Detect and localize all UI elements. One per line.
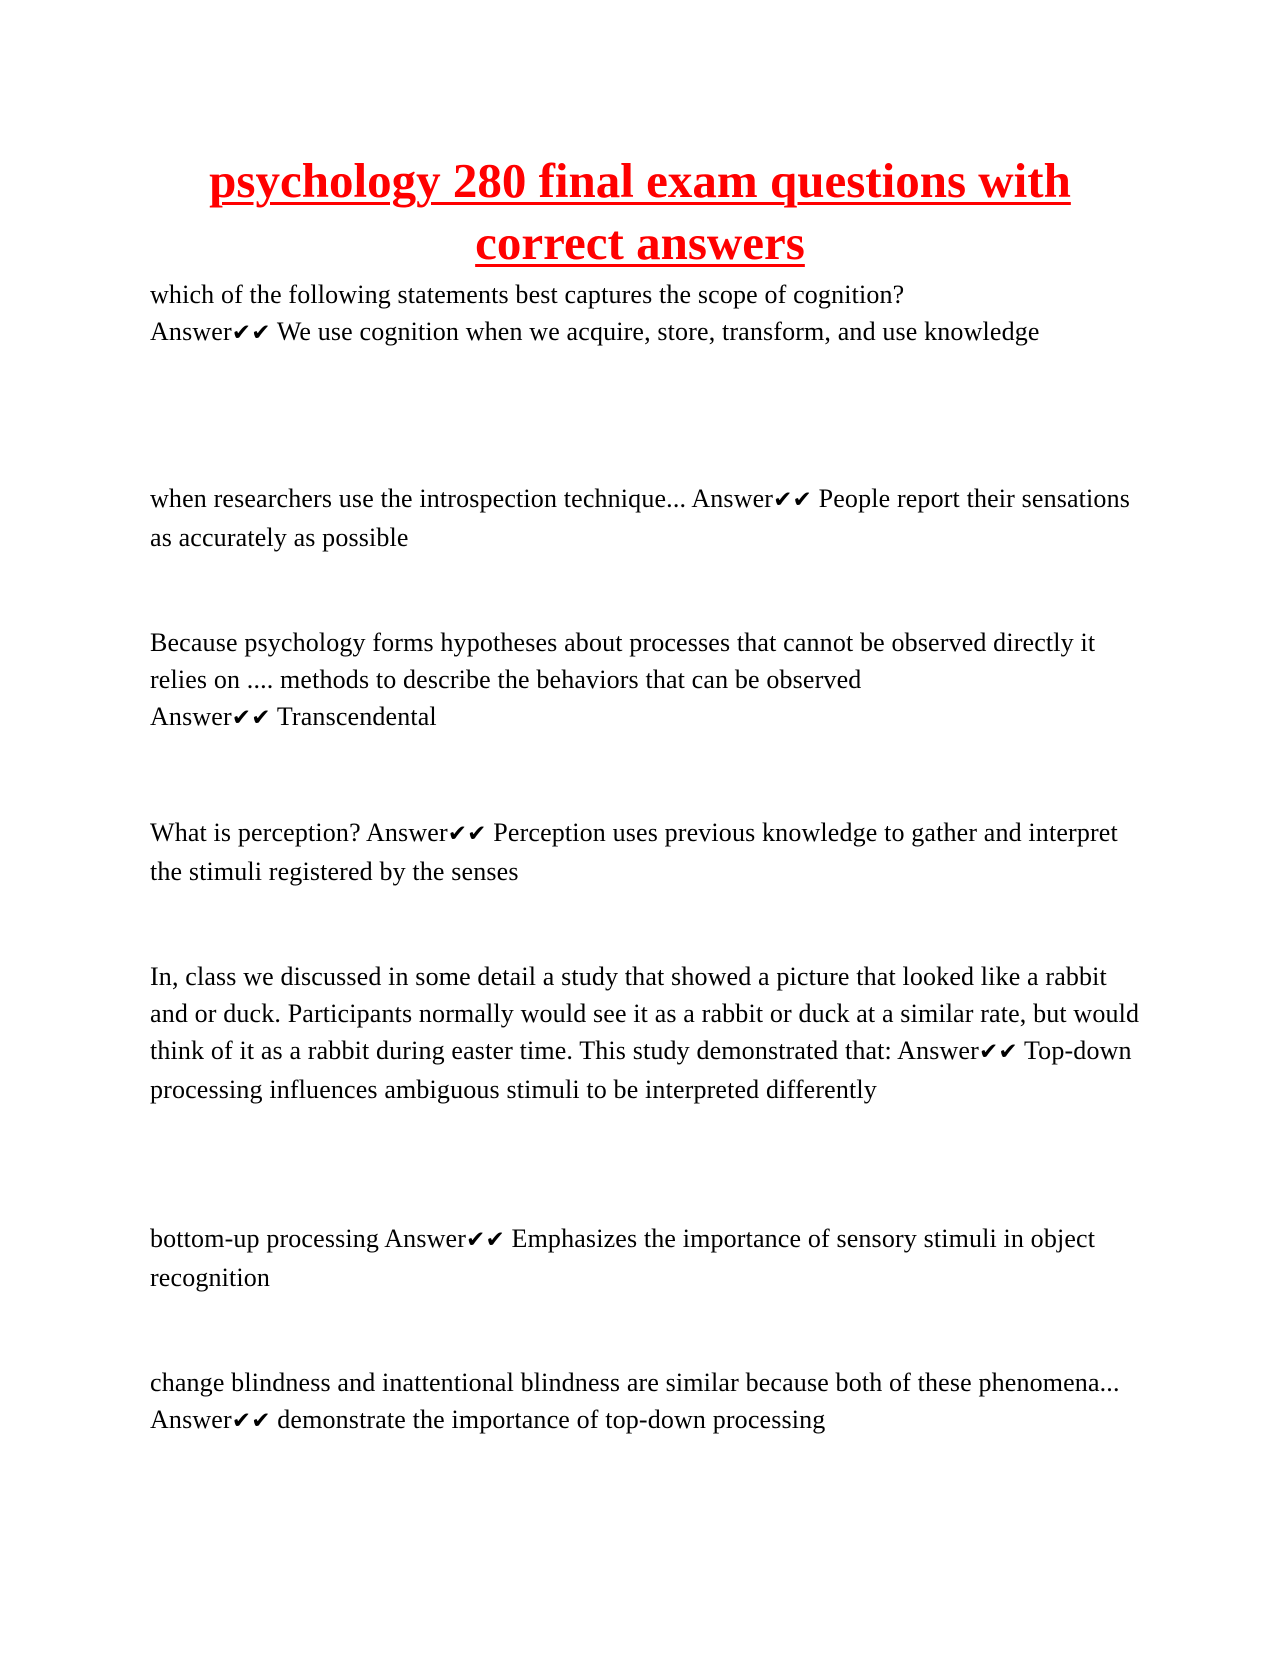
answer-label: Answer <box>365 818 448 847</box>
qa-item-5 <box>150 958 1140 1108</box>
question-text: In, class we discussed in some detail a study that showed a picture that looked like a rabbit and or duck. Participants normally would see it as a rabbit or duck at a similar rate, but would think of it as a rabbit during easter time. This study demonstrated that: <box>150 962 1140 1065</box>
double-check-icon: ✔✔ <box>231 1408 271 1434</box>
question-text: What is perception? <box>150 818 361 847</box>
qa-item-6 <box>150 1220 1140 1296</box>
qa-item-1 <box>150 276 1140 352</box>
answer-label: Answer <box>150 702 232 731</box>
answer-label: Answer <box>150 317 232 346</box>
qa-item-3 <box>150 624 1140 737</box>
double-check-icon: ✔✔ <box>466 1227 505 1253</box>
answer-label: Answer <box>384 1224 467 1253</box>
answer-label: Answer <box>150 1405 232 1434</box>
double-check-icon: ✔✔ <box>231 705 271 731</box>
double-check-icon: ✔✔ <box>773 487 812 513</box>
answer-text: Transcendental <box>276 702 437 731</box>
document-title: psychology 280 final exam questions with correct answers <box>209 153 1071 270</box>
question-text: bottom-up processing <box>150 1224 380 1253</box>
double-check-icon: ✔✔ <box>231 320 271 346</box>
double-check-icon: ✔✔ <box>978 1039 1018 1065</box>
qa-item-2 <box>150 480 1140 556</box>
answer-label: Answer <box>897 1036 979 1065</box>
answer-text: We use cognition when we acquire, store, transform, and use knowledge <box>276 317 1040 346</box>
qa-item-4 <box>150 814 1140 890</box>
question-text: change blindness and inattentional blindness are similar because both of these phenomena... <box>150 1368 1120 1397</box>
qa-item-7 <box>150 1364 1140 1440</box>
question-text: Because psychology forms hypotheses about processes that cannot be observed directly it relies on .... methods to describe the behaviors that can be observed <box>150 628 1096 694</box>
double-check-icon: ✔✔ <box>447 821 487 847</box>
answer-text: People report their sensations as accurately as possible <box>150 484 1130 552</box>
answer-text: demonstrate the importance of top-down processing <box>277 1405 826 1434</box>
answer-text: Top-down processing influences ambiguous stimuli to be interpreted differently <box>150 1036 1132 1104</box>
question-text: when researchers use the introspection technique... <box>150 484 687 513</box>
answer-label: Answer <box>691 484 774 513</box>
question-text: which of the following statements best captures the scope of cognition? <box>150 280 905 309</box>
answer-text: Perception uses previous knowledge to gather and interpret the stimuli registered by the senses <box>150 818 1118 886</box>
answer-text: Emphasizes the importance of sensory stimuli in object recognition <box>150 1224 1096 1292</box>
